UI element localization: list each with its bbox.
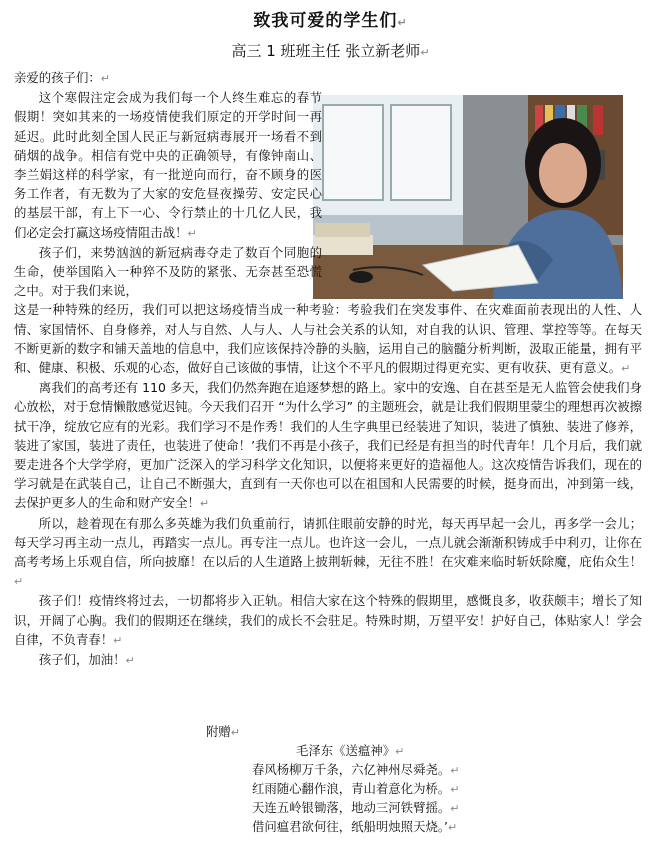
paragraph-mark-icon: ↵ [113,633,123,647]
poem-title: 毛泽东《送瘟神》↵ [296,743,405,758]
poem-line: 天连五岭银锄落，地动三河铁臂摇。↵ [252,800,460,815]
poem-line: 借问瘟君欲何往，纸船明烛照天烧。’↵ [252,819,458,834]
paragraph-mark-icon: ↵ [199,497,210,511]
paragraph-mark-icon: ↵ [621,362,631,376]
paragraph-mark-icon: ↵ [14,575,24,589]
paragraph-mark-icon: ↵ [397,16,408,29]
document-title: 致我可爱的学生们↵ [253,11,408,31]
paragraph-2-part-b: 这是一种特殊的经历，我们可以把这场疫情当成一种考验：考验我们在突发事件、在灾难面前表现出的人性、人情、家国情怀、自身修养，对人与自然、人与人、人与社会关系的认知，对自我的认识、管理、掌控等等。在每天不断更新的数字和铺天盖地的信息中，我们应该保持冷静的头脑，运用自己的脑髓分析判断，汲取正能量，拥有平和、健康、积极、乐观的心态，做好自己该做的事情，让这个不平凡的假期过得更充实、更有收获、更有意义。↵ [14,302,642,376]
paragraph-mark-icon: ↵ [448,821,458,834]
paragraph-mark-icon: ↵ [450,802,460,815]
paragraph-mark-icon: ↵ [450,783,460,796]
paragraph-mark-icon: ↵ [100,72,110,85]
poem-line: 春风杨柳万千条，六亿神州尽舜尧。↵ [252,762,460,777]
letter-body [14,68,642,670]
paragraph-6: 孩子们，加油！↵ [38,652,135,668]
salutation: 亲爱的孩子们：↵ [14,70,110,85]
paragraph-mark-icon: ↵ [395,745,405,758]
document-subtitle: 高三 1 班班主任 张立新老师↵ [231,42,430,60]
paragraph-mark-icon: ↵ [187,226,197,240]
paragraph-mark-icon: ↵ [450,764,460,777]
poem-line: 红雨随心翻作浪，青山着意化为桥。↵ [252,781,460,796]
paragraph-2-part-a: 孩子们，来势汹汹的新冠病毒夺走了数百个同胞的生命，使举国陷入一种猝不及防的紧张、无奈甚至恐慌之中。对于我们来说， [14,244,322,299]
paragraph-4: 所以，趁着现在有那么多英雄为我们负重前行，请抓住眼前安静的时光，每天再早起一会儿，再多学一会儿；每天学习再主动一点儿，再踏实一点儿。再专注一点儿。也许这一会儿，一点儿就会渐渐积铸成手中利刃，让你在高考考场上乐观自信，所向披靡！在以后的人生道路上披荆斩棘，无往不胜！在灾难来临时斩妖除魔，庇佑众生！↵ [14,515,642,589]
paragraph-mark-icon: ↵ [125,654,135,668]
paragraph-3: 离我们的高考还有 110 多天，我们仍然奔跑在追逐梦想的路上。家中的安逸、自在甚至是无人监管会使我们身心放松，对于怠情懒散感觉迟钝。今天我们召开 “为什么学习” 的主题班会，就是让我们假期里蒙尘的理想再次被擦拭干净，绽放它应有的光彩。我们学习不是作秀！我们的人生字典里已经装进了知识，装进了慎独、装进了修养，装进了家国，装进了责任，也装进了使命！’我们不再是小孩子，我们已经是有担当的时代青年！几个月后，我们就要走进各个大学学府，更加广泛深入的学习科学文化知识，以便将来更好的造福他人。这次疫情告诉我们，现在的学习就是在武装自己，让自己不断强大，直到有一天你也可以在祖国和人民需要的时候，挺身而出，冲到第一线，去保护更多人的生命和财产安全！↵ [14,380,642,511]
paragraph-mark-icon: ↵ [230,726,240,739]
paragraph-5: 孩子们！疫情终将过去，一切都将步入正轨。相信大家在这个特殊的假期里，感慨良多，收获颇丰；增长了知识，开阔了心胸。我们的假期还在继续，我们的成长不会驻足。特殊时期，万望平安！护好自己，体贴家人！学会自律，不负青春！↵ [14,593,642,647]
attach-label: 附赠↵ [206,724,240,739]
paragraph-1: 这个寒假注定会成为我们每一个人终生难忘的春节假期！突如其来的一场疫情使我们原定的开学时间一再延迟。此时此刻全国人民正与新冠病毒展开一场看不到硝烟的战争。相信有党中央的正确领导，有像钟南山、李兰娟这样的科学家，有一批逆向而行，奋不顾身的医务工作者，有无数为了大家的安危昼夜操劳、安定民心的基层干部，有上下一心、令行禁止的十几亿人民，我们必定会打赢这场疫情阻击战！↵ [14,90,322,240]
paragraph-mark-icon: ↵ [420,46,430,59]
